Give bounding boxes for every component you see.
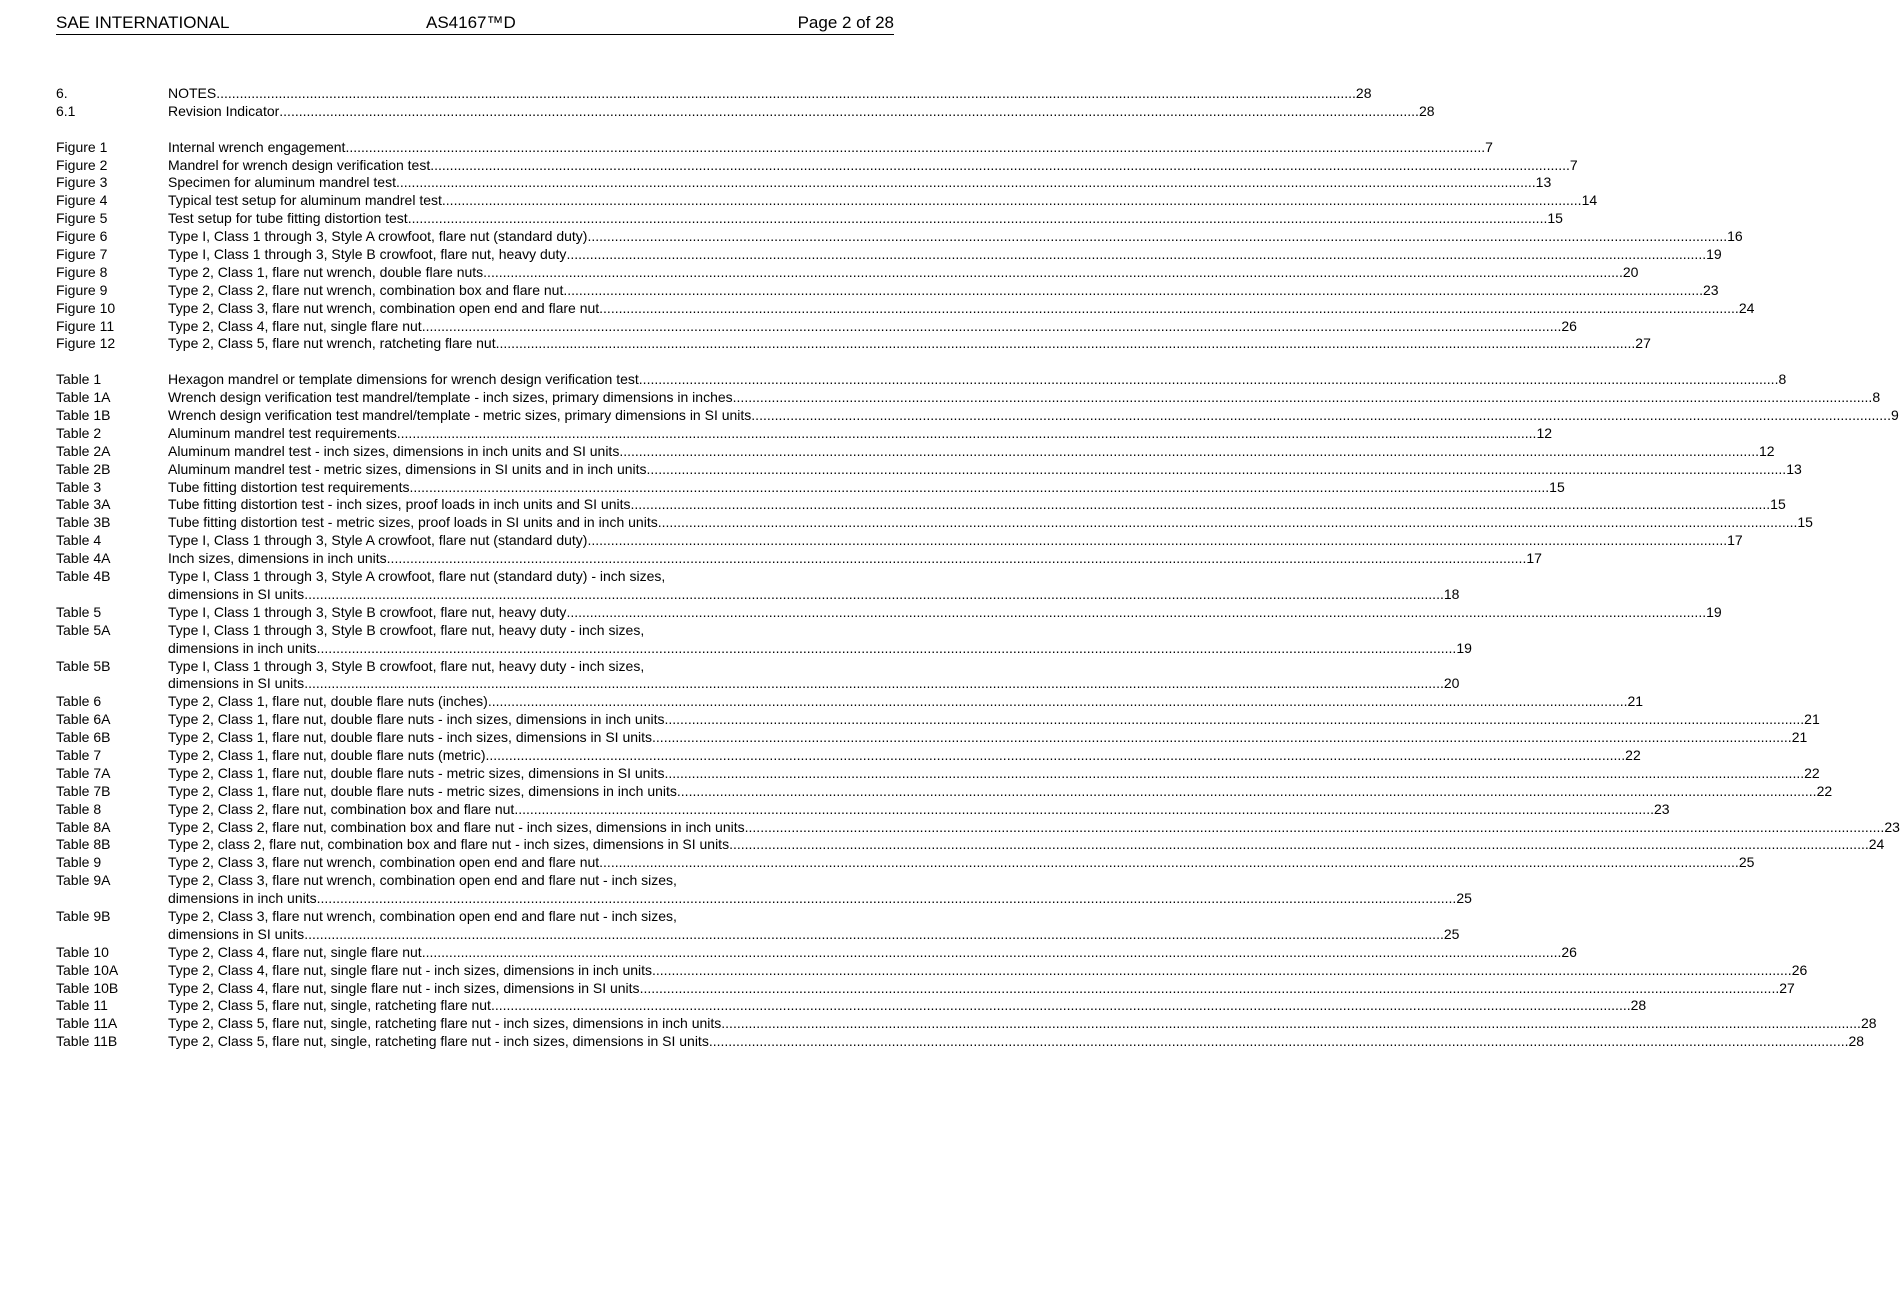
toc-entry-label: Figure 12	[56, 335, 116, 352]
toc-entry-label: Table 9A	[56, 872, 111, 889]
toc-entry-label: Table 11B	[56, 1033, 118, 1050]
toc-entry[interactable]	[56, 407, 1899, 425]
page-header	[56, 12, 894, 35]
toc-entry-title: Inch sizes, dimensions in inch units	[168, 550, 387, 567]
toc-entry-label: Figure 10	[56, 299, 116, 316]
toc-entry[interactable]	[56, 210, 1563, 228]
toc-entry-page: 21	[1791, 729, 1808, 746]
dot-leader	[729, 836, 1869, 854]
dot-leader	[345, 139, 1485, 157]
dot-leader	[745, 819, 1885, 837]
toc-entry[interactable]	[56, 156, 1578, 175]
toc-entry-title: Type 2, Class 4, flare nut, single flare nut	[168, 943, 422, 960]
toc-entry-title-continued: dimensions in inch units	[168, 639, 317, 656]
toc-entry-title: Tube fitting distortion test - inch sizes, proof loads in inch units and SI units	[168, 496, 631, 513]
toc-entry-title: Type 2, Class 3, flare nut wrench, combination open end and flare nut	[168, 854, 600, 871]
toc-entry-title: Type 2, Class 4, flare nut, single flare nut - inch sizes, dimensions in SI units	[168, 979, 640, 996]
dot-leader	[397, 425, 1537, 443]
toc-entry[interactable]	[56, 442, 1775, 461]
toc-entry-page: 17	[1727, 532, 1743, 549]
toc-entry-title: NOTES	[168, 85, 217, 101]
toc-entry[interactable]	[56, 729, 1808, 747]
toc-entry-page: 28	[1848, 1033, 1865, 1050]
toc-entry[interactable]	[56, 263, 1639, 282]
toc-entry-page: 7	[1569, 156, 1578, 173]
toc-entry-page: 17	[1526, 550, 1542, 567]
dot-leader	[664, 765, 1804, 783]
toc-entry-title: Internal wrench engagement	[168, 138, 346, 155]
toc-entry-page: 9	[1890, 407, 1899, 424]
toc-entry-page: 21	[1627, 693, 1644, 710]
dot-leader	[216, 85, 1356, 103]
toc-entry-page: 24	[1738, 299, 1755, 316]
toc-entry-page: 19	[1456, 639, 1472, 656]
toc-entry[interactable]	[56, 389, 1881, 407]
toc-entry[interactable]	[56, 854, 1755, 872]
dot-leader	[442, 192, 1582, 210]
toc-entry-label: Table 11A	[56, 1015, 118, 1032]
dot-leader	[631, 496, 1771, 514]
toc-entry-title: Type 2, Class 1, flare nut, double flare nuts - inch sizes, dimensions in SI units	[168, 729, 653, 746]
dot-leader	[396, 174, 1536, 192]
dot-leader	[599, 854, 1739, 872]
toc-entry-page: 18	[1443, 585, 1460, 602]
toc-entry-title: Aluminum mandrel test requirements	[168, 424, 397, 441]
toc-entry-page: 8	[1778, 371, 1787, 388]
toc-entry-label: Table 4A	[56, 550, 111, 567]
toc-entry-title: Type 2, Class 5, flare nut, single, ratcheting flare nut	[168, 997, 491, 1014]
toc-entry-page: 19	[1706, 246, 1722, 263]
toc-entry-title: Type 2, Class 4, flare nut, single flare nut	[168, 317, 422, 334]
dot-leader	[658, 514, 1798, 532]
toc-entry-title: Type 2, Class 1, flare nut, double flare nuts (metric)	[168, 746, 486, 763]
toc-entry-label: Table 2A	[56, 442, 111, 459]
toc-entry-title-continued: dimensions in SI units	[168, 675, 305, 692]
toc-entry-title: Wrench design verification test mandrel/template - inch sizes, primary dimensions in inches	[168, 389, 733, 406]
toc-entry-label: Table 1	[56, 371, 102, 388]
toc-entry[interactable]	[56, 424, 1553, 443]
toc-entry-title: Type 2, Class 2, flare nut, combination box and flare nut	[168, 800, 515, 817]
toc-entry-title: Test setup for tube fitting distortion test	[168, 210, 408, 227]
toc-entry-title: Type 2, Class 1, flare nut, double flare nuts - inch sizes, dimensions in inch units	[168, 711, 665, 728]
toc-entry-label: Figure 2	[56, 156, 108, 173]
toc-entry-title: Type 2, Class 5, flare nut, single, ratcheting flare nut - inch sizes, dimensions in inch units	[168, 1015, 722, 1032]
toc-entry-page: 28	[1860, 1015, 1877, 1032]
dot-leader	[279, 103, 1419, 121]
toc-entry[interactable]	[56, 693, 1644, 711]
toc-entry[interactable]	[56, 532, 1743, 550]
toc-entry[interactable]	[56, 550, 1542, 568]
toc-entry-label: Table 7	[56, 746, 102, 763]
toc-entry[interactable]	[56, 460, 1802, 479]
toc-entry-label: Table 3A	[56, 496, 111, 513]
toc-entry-label: Table 3	[56, 478, 102, 495]
dot-leader	[652, 729, 1792, 747]
toc-entry-page: 23	[1653, 800, 1670, 817]
dot-leader	[709, 1033, 1849, 1051]
toc-entry-title: Type I, Class 1 through 3, Style A crowfoot, flare nut (standard duty) - inch sizes,	[168, 568, 666, 585]
toc-entry-label: Table 5A	[56, 621, 111, 638]
toc-entry[interactable]	[56, 192, 1598, 210]
dot-leader	[483, 264, 1623, 282]
toc-entry-page: 22	[1625, 746, 1641, 763]
dot-leader	[599, 300, 1739, 318]
toc-entry[interactable]	[56, 568, 1460, 604]
toc-entry-label: Table 2	[56, 424, 102, 441]
toc-entry-title: Hexagon mandrel or template dimensions for wrench design verification test	[168, 371, 639, 388]
toc-entry-label: Table 7B	[56, 782, 111, 799]
dot-leader	[733, 389, 1873, 407]
toc-entry-title: Type 2, Class 2, flare nut wrench, combination box and flare nut	[168, 281, 564, 298]
toc-entry-title: Type 2, Class 2, flare nut, combination box and flare nut - inch sizes, dimensions in inch units	[168, 818, 745, 835]
toc-entry-title: Type I, Class 1 through 3, Style A crowfoot, flare nut (standard duty)	[168, 532, 588, 549]
dot-leader	[587, 228, 1727, 246]
table-of-contents	[56, 85, 1900, 1051]
toc-entry-page: 28	[1630, 997, 1647, 1014]
toc-entry[interactable]	[56, 228, 1743, 246]
dot-leader	[304, 586, 1444, 604]
dot-leader	[485, 747, 1625, 765]
toc-entry-title-continued: dimensions in SI units	[168, 925, 305, 942]
toc-entry[interactable]	[56, 478, 1565, 497]
toc-entry-page: 21	[1804, 711, 1820, 728]
toc-entry[interactable]	[56, 818, 1900, 837]
toc-entry-label: Table 3B	[56, 514, 111, 531]
publisher-name: SAE INTERNATIONAL	[56, 13, 230, 32]
toc-entry-label: Table 10	[56, 943, 109, 960]
toc-entry-label: Table 8A	[56, 818, 111, 835]
toc-entry-title: Type 2, Class 5, flare nut wrench, ratcheting flare nut	[168, 335, 496, 352]
dot-leader	[640, 980, 1780, 998]
dot-leader	[317, 640, 1457, 658]
toc-entry-page: 15	[1797, 514, 1813, 531]
toc-entry-label: Figure 11	[56, 317, 115, 334]
toc-entry-page: 23	[1703, 281, 1719, 298]
toc-entry-label: Table 4B	[56, 568, 111, 585]
toc-entry-label: Table 1B	[56, 407, 111, 424]
toc-entry-label: 6.	[56, 85, 68, 101]
dot-leader	[304, 675, 1444, 693]
dot-leader	[422, 944, 1562, 962]
toc-entry-page: 13	[1786, 460, 1802, 477]
toc-entry-page: 14	[1581, 192, 1598, 209]
toc-entry[interactable]	[56, 943, 1577, 962]
toc-entry-title: Type 2, Class 1, flare nut, double flare nuts - metric sizes, dimensions in inch units	[168, 782, 677, 799]
toc-entry[interactable]	[56, 764, 1820, 783]
toc-entry[interactable]	[56, 1015, 1877, 1033]
toc-entry-page: 22	[1816, 782, 1833, 799]
toc-entry[interactable]	[56, 317, 1577, 336]
dot-leader	[496, 335, 1636, 353]
toc-entry[interactable]	[56, 657, 1460, 694]
toc-entry[interactable]	[56, 872, 1472, 908]
toc-entry-title: Typical test setup for aluminum mandrel test	[168, 192, 442, 209]
toc-entry-title: Type 2, class 2, flare nut, combination box and flare nut - inch sizes, dimensions in SI units	[168, 836, 730, 853]
toc-entry[interactable]	[56, 979, 1795, 998]
dot-leader	[619, 443, 1759, 461]
toc-entry[interactable]	[56, 514, 1813, 532]
toc-entry[interactable]	[56, 174, 1552, 192]
toc-entry-label: Table 8B	[56, 836, 111, 853]
toc-entry-page: 26	[1791, 961, 1808, 978]
toc-entry-title: Type I, Class 1 through 3, Style A crowfoot, flare nut (standard duty)	[168, 228, 588, 245]
toc-entry-title: Specimen for aluminum mandrel test	[168, 174, 396, 191]
toc-entry-title: Aluminum mandrel test - metric sizes, dimensions in SI units and in inch units	[168, 460, 647, 477]
toc-entry-label: Table 9B	[56, 907, 111, 924]
toc-entry-page: 22	[1804, 764, 1820, 781]
toc-entry-title: Tube fitting distortion test requirements	[168, 478, 410, 495]
toc-entry-page: 28	[1418, 102, 1435, 119]
toc-entry[interactable]	[56, 621, 1472, 658]
toc-entry[interactable]	[56, 246, 1722, 264]
toc-entry-label: Table 5	[56, 603, 102, 620]
toc-entry-page: 28	[1355, 85, 1372, 101]
toc-entry-title: Tube fitting distortion test - metric sizes, proof loads in SI units and in inch units	[168, 514, 658, 531]
toc-entry-page: 12	[1759, 442, 1775, 459]
toc-entry-label: Figure 4	[56, 192, 108, 209]
toc-entry-label: Table 6	[56, 693, 102, 710]
toc-entry[interactable]	[56, 836, 1885, 854]
dot-leader	[652, 962, 1792, 980]
page-number: Page 2 of 28	[797, 13, 894, 32]
toc-entry-page: 27	[1635, 335, 1651, 352]
toc-entry-title: Type 2, Class 5, flare nut, single, ratcheting flare nut - inch sizes, dimensions in SI units	[168, 1033, 709, 1050]
dot-leader	[317, 890, 1457, 908]
toc-entry[interactable]	[56, 800, 1670, 819]
dot-leader	[647, 461, 1787, 479]
dot-leader	[587, 532, 1727, 550]
toc-entry-label: Table 6B	[56, 729, 111, 746]
dot-leader	[488, 693, 1628, 711]
toc-entry-page: 20	[1443, 675, 1460, 692]
dot-leader	[677, 783, 1817, 801]
dot-leader	[410, 479, 1550, 497]
toc-entry[interactable]	[56, 299, 1755, 318]
dot-leader	[566, 604, 1706, 622]
toc-entry-label: Figure 3	[56, 174, 108, 191]
dot-leader	[639, 371, 1779, 389]
dot-leader	[304, 926, 1444, 944]
dot-leader	[664, 711, 1804, 729]
toc-entry-page: 26	[1561, 943, 1577, 960]
toc-entry-page: 24	[1868, 836, 1885, 853]
toc-entry-page: 7	[1485, 138, 1493, 155]
toc-entry-page: 26	[1561, 317, 1577, 334]
toc-entry-page: 15	[1770, 496, 1786, 513]
toc-entry-page: 19	[1706, 603, 1722, 620]
toc-entry[interactable]	[56, 138, 1493, 157]
toc-entry-page: 13	[1535, 174, 1552, 191]
toc-entry-label: Table 11	[56, 997, 108, 1014]
dot-leader	[514, 801, 1654, 819]
toc-entry[interactable]	[56, 746, 1641, 765]
dot-leader	[387, 550, 1527, 568]
toc-entry[interactable]	[56, 997, 1647, 1015]
toc-entry[interactable]	[56, 335, 1651, 353]
toc-entry[interactable]	[56, 782, 1833, 801]
toc-entry[interactable]	[56, 281, 1719, 300]
toc-entry-label: Figure 5	[56, 210, 108, 227]
dot-leader	[751, 407, 1891, 425]
toc-entry[interactable]	[56, 961, 1808, 980]
toc-entry-label: Figure 1	[56, 138, 108, 155]
toc-entry-title-continued: dimensions in inch units	[168, 890, 317, 907]
toc-entry-title: Type I, Class 1 through 3, Style B crowfoot, flare nut, heavy duty - inch sizes,	[168, 621, 645, 638]
toc-entry-title: Type 2, Class 3, flare nut wrench, combination open end and flare nut	[168, 299, 600, 316]
toc-entry-label: Table 2B	[56, 460, 111, 477]
toc-entry-label: 6.1	[56, 102, 76, 119]
toc-entry-title: Type 2, Class 1, flare nut wrench, double flare nuts	[168, 263, 484, 280]
toc-entry-title-continued: dimensions in SI units	[168, 585, 305, 602]
toc-entry-page: 8	[1872, 389, 1881, 406]
dot-leader	[566, 246, 1706, 264]
toc-entry[interactable]	[56, 907, 1460, 944]
dot-leader	[422, 318, 1562, 336]
dot-leader	[491, 997, 1631, 1015]
toc-entry-title: Type I, Class 1 through 3, Style B crowfoot, flare nut, heavy duty	[168, 603, 567, 620]
toc-entry-page: 25	[1443, 925, 1460, 942]
toc-entry-label: Table 1A	[56, 389, 111, 406]
document-number: AS4167™D	[426, 13, 516, 32]
toc-entry-title: Wrench design verification test mandrel/template - metric sizes, primary dimensions in SI units	[168, 407, 752, 424]
toc-entry-label: Table 10A	[56, 961, 119, 978]
toc-entry[interactable]	[56, 496, 1786, 514]
toc-entry-label: Figure 9	[56, 281, 108, 298]
toc-entry[interactable]	[56, 603, 1722, 622]
toc-entry-page: 15	[1547, 210, 1563, 227]
toc-entry-title: Type 2, Class 1, flare nut, double flare nuts (inches)	[168, 693, 488, 710]
toc-entry[interactable]	[56, 102, 1435, 121]
dot-leader	[721, 1015, 1861, 1033]
toc-entry-page: 20	[1622, 263, 1639, 280]
toc-entry-page: 15	[1549, 478, 1565, 495]
toc-entry-label: Figure 6	[56, 228, 108, 245]
section-spacer	[56, 121, 880, 139]
toc-entry-page: 23	[1884, 818, 1900, 835]
toc-entry[interactable]	[56, 85, 1372, 103]
toc-entry-label: Figure 8	[56, 263, 108, 280]
toc-entry-title: Type 2, Class 3, flare nut wrench, combination open end and flare nut - inch sizes,	[168, 872, 677, 889]
dot-leader	[430, 157, 1570, 175]
dot-leader	[563, 282, 1703, 300]
toc-entry-label: Table 7A	[56, 764, 111, 781]
toc-entry-title: Aluminum mandrel test - inch sizes, dimensions in inch units and SI units	[168, 442, 620, 459]
toc-entry-title: Mandrel for wrench design verification test	[168, 156, 431, 173]
toc-entry-title: Revision Indicator	[168, 102, 280, 119]
toc-entry[interactable]	[56, 371, 1787, 389]
toc-entry-label: Table 10B	[56, 979, 119, 996]
dot-leader	[408, 210, 1548, 228]
toc-entry[interactable]	[56, 1033, 1865, 1051]
toc-entry-label: Table 4	[56, 532, 102, 549]
toc-entry-label: Table 8	[56, 800, 102, 817]
toc-entry-label: Figure 7	[56, 246, 108, 263]
toc-entry-title: Type 2, Class 3, flare nut wrench, combination open end and flare nut - inch sizes,	[168, 907, 677, 924]
toc-entry-page: 25	[1738, 854, 1755, 871]
toc-entry-title: Type I, Class 1 through 3, Style B crowfoot, flare nut, heavy duty	[168, 246, 567, 263]
toc-entry-page: 27	[1779, 979, 1795, 996]
toc-entry-label: Table 6A	[56, 711, 111, 728]
toc-entry-page: 25	[1456, 890, 1472, 907]
toc-entry-title: Type 2, Class 4, flare nut, single flare nut - inch sizes, dimensions in inch units	[168, 961, 653, 978]
toc-entry-title: Type 2, Class 1, flare nut, double flare nuts - metric sizes, dimensions in SI units	[168, 764, 665, 781]
toc-entry-label: Table 9	[56, 854, 102, 871]
toc-entry-page: 16	[1727, 228, 1743, 245]
toc-entry-label: Table 5B	[56, 657, 111, 674]
toc-entry-title: Type I, Class 1 through 3, Style B crowfoot, flare nut, heavy duty - inch sizes,	[168, 657, 645, 674]
toc-entry[interactable]	[56, 711, 1820, 729]
section-spacer	[56, 353, 880, 371]
toc-entry-page: 12	[1536, 424, 1553, 441]
